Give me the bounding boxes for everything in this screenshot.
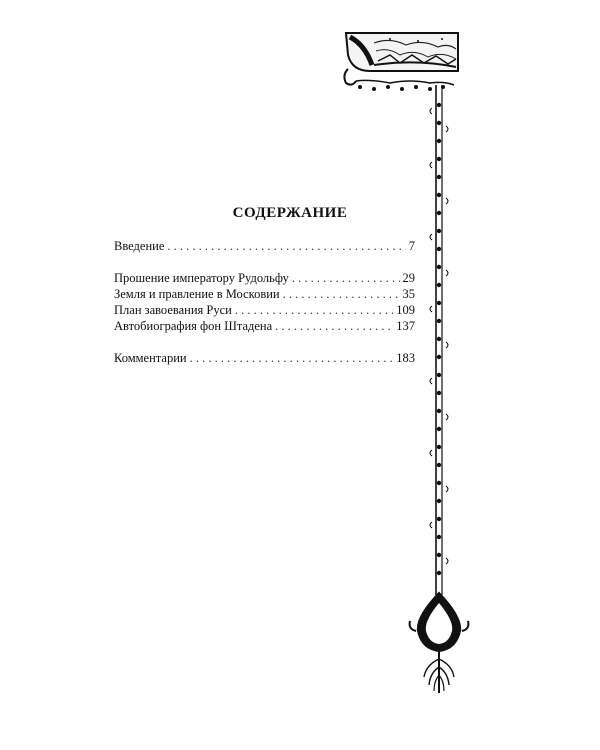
toc-entry-label: Земля и правление в Московии	[114, 287, 280, 301]
table-of-contents	[114, 238, 415, 366]
toc-entry-label: Введение	[114, 239, 165, 253]
dot-leader	[292, 270, 400, 286]
toc-entry-label: План завоевания Руси	[114, 303, 232, 317]
toc-entry-autobiography[interactable]	[114, 318, 415, 334]
dot-leader	[190, 350, 394, 366]
dot-leader	[235, 302, 393, 318]
toc-page-number: 35	[402, 287, 415, 301]
toc-entry-label: Комментарии	[114, 351, 187, 365]
toc-page-number: 29	[402, 271, 415, 285]
dot-leader	[283, 286, 400, 302]
toc-page-number: 137	[396, 319, 415, 333]
vertical-column	[430, 85, 448, 595]
toc-entry-conquest-plan[interactable]	[114, 302, 415, 318]
toc-entry-label: Автобиография фон Штадена	[114, 319, 273, 333]
toc-page-number: 183	[396, 351, 415, 365]
toc-page-number: 109	[396, 303, 415, 317]
toc-page-number: 7	[408, 239, 415, 253]
toc-entry-land-and-government[interactable]	[114, 286, 415, 302]
page-title: СОДЕРЖАНИЕ	[232, 205, 348, 221]
bottom-pendant	[410, 593, 469, 693]
dot-leader	[167, 238, 405, 254]
top-vignette	[344, 33, 458, 91]
dot-leader	[275, 318, 393, 334]
toc-entry-commentary[interactable]	[114, 350, 415, 366]
toc-entry-introduction[interactable]	[114, 238, 415, 254]
toc-entry-petition[interactable]	[114, 270, 415, 286]
toc-entry-label: Прошение императору Рудольфу	[114, 271, 289, 285]
